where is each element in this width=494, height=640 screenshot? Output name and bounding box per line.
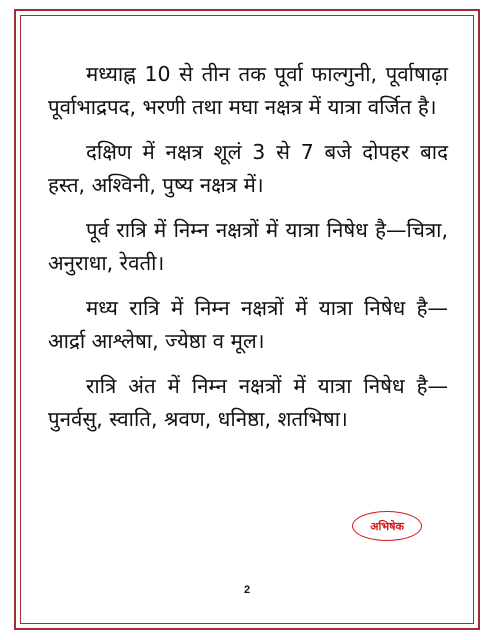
paragraph-3: पूर्व रात्रि में निम्न नक्षत्रों में यात्रा निषेध है—चित्रा, अनुराधा, रेवती। xyxy=(48,218,448,275)
paragraph-5: रात्रि अंत में निम्न नक्षत्रों में यात्रा निषेध है—पुनर्वसु, स्वाति, श्रवण, धनिष्ठा, शतभिषा। xyxy=(48,374,448,431)
paragraph-4: मध्य रात्रि में निम्न नक्षत्रों में यात्रा निषेध है— आर्द्रा आश्लेषा, ज्येष्ठा व मूल। xyxy=(48,296,448,353)
author-seal-stamp xyxy=(352,511,422,541)
page-number: 2 xyxy=(243,584,251,596)
paragraph-2: दक्षिण में नक्षत्र शूलं 3 से 7 बजे दोपहर बाद हस्त, अश्विनी, पुष्य नक्षत्र में। xyxy=(48,140,448,197)
seal-text: अभिषेक xyxy=(370,519,404,533)
page-content xyxy=(48,58,448,448)
paragraph-1: मध्याह्न 10 से तीन तक पूर्वा फाल्गुनी, पूर्वाषाढ़ा पूर्वाभाद्रपद, भरणी तथा मघा नक्षत्र में यात्रा वर्जित है। xyxy=(48,62,448,119)
